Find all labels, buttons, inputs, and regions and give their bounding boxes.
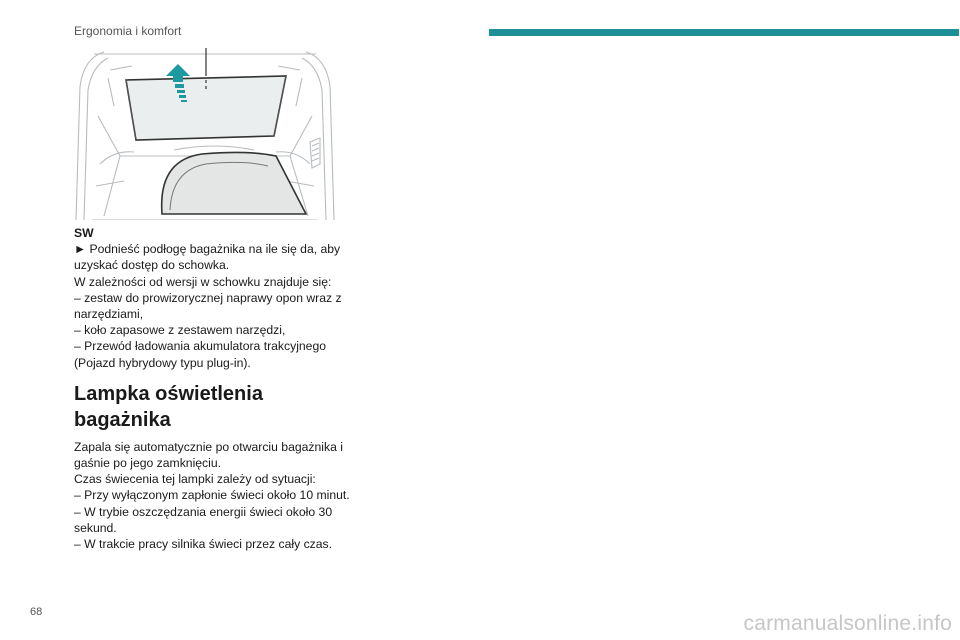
section-title: Lampka oświetlenia bagażnika: [74, 382, 263, 431]
main-text-column: [74, 225, 364, 552]
header-accent-bar: [489, 29, 959, 36]
section-header-label: Ergonomia i komfort: [74, 24, 182, 38]
versions-intro-text: W zależności od wersji w schowku znajduje się:: [74, 274, 332, 289]
list-item: – W trakcie pracy silnika świeci przez cały czas.: [74, 537, 333, 552]
lamp-time-intro-text: Czas świecenia tej lampki zależy od sytuacji:: [74, 472, 316, 487]
trunk-floor-panel: [126, 76, 286, 140]
list-item: – Przewód ładowania akumulatora trakcyjnego (Pojazd hybrydowy typu plug-in).: [74, 339, 327, 370]
trunk-floor-illustration: [74, 46, 336, 220]
list-item: – W trybie oszczędzania energii świeci około 30 sekund.: [74, 504, 333, 535]
watermark: carmanualsonline.info: [743, 612, 952, 635]
trunk-floor-lift-icon: [74, 46, 336, 220]
version-label: SW: [74, 226, 94, 240]
page-number: 68: [30, 606, 43, 618]
storage-compartment: [162, 152, 306, 214]
list-item: – Przy wyłączonym zapłonie świeci około 10 minut.: [74, 488, 350, 503]
lamp-description-text: Zapala się automatycznie po otwarciu bagażnika i gaśnie po jego zamknięciu.: [74, 439, 343, 471]
list-item: – zestaw do prowizorycznej naprawy opon wraz z narzędziami,: [74, 290, 342, 322]
instruction-text: ► Podnieść podłogę bagażnika na ile się da, aby uzyskać dostęp do schowka.: [74, 242, 341, 273]
list-item: – koło zapasowe z zestawem narzędzi,: [74, 323, 286, 338]
